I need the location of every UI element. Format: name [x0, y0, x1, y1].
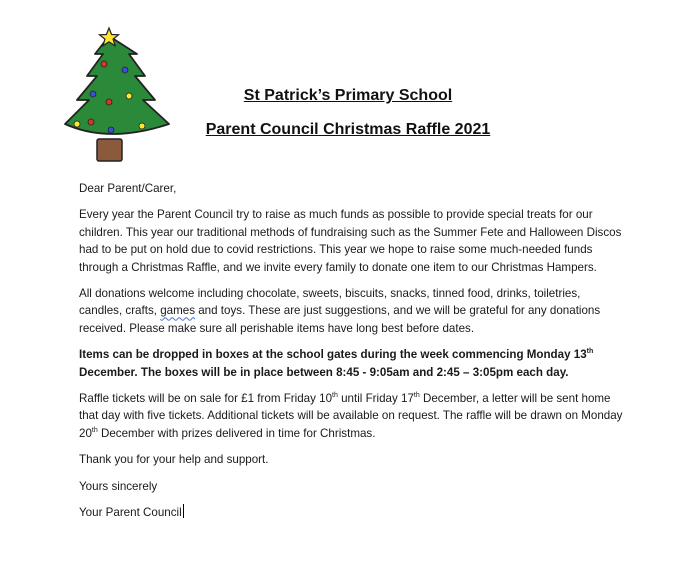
paragraph-donations: All donations welcome including chocolate, sweets, biscuits, snacks, tinned food, drinks, toiletries, candles, crafts, games and toys. These are just suggestions, and we will be grateful for any donations received. Please make sure all perishable items have long best before dates. — [79, 287, 601, 335]
tree-body — [65, 36, 169, 134]
thanks-line: Thank you for your help and support. — [79, 453, 269, 467]
text-cursor — [183, 504, 184, 518]
closing-line: Yours sincerely — [79, 479, 158, 493]
greeting: Dear Parent/Carer, — [79, 182, 177, 195]
letter-body — [79, 180, 624, 531]
tree-trunk — [97, 139, 122, 161]
spellcheck-word: games — [160, 304, 196, 318]
signature-line[interactable]: Your Parent Council — [79, 506, 182, 520]
raffle-title: Parent Council Christmas Raffle 2021 — [205, 121, 491, 138]
bauble — [122, 67, 128, 73]
paragraph-tickets: Raffle tickets will be on sale for £1 from Friday 10th until Friday 17th December, a letter will be sent home that day with five tickets. Additional tickets will be available on request. The raffle will be drawn on Monday 20th December with prizes delivered in time for Christmas. — [79, 392, 623, 440]
school-title: St Patrick’s Primary School — [243, 87, 453, 104]
bauble — [101, 61, 107, 67]
paragraph-intro: Every year the Parent Council try to raise as much funds as possible to provide special treats for our children. This year our traditional methods of fundraising such as the Summer Fete and Halloween Discos had to be put on hold due to covid restrictions. This year we hope to raise some much-needed funds through a Christmas Raffle, and we invite every family to donate one item to our Christmas Hampers. — [79, 208, 622, 274]
paragraph-dropoff: Items can be dropped in boxes at the school gates during the week commencing Monday 13th December. The boxes will be in place between 8:45 - 9:05am and 2:45 – 3:05pm each day. — [79, 348, 594, 379]
